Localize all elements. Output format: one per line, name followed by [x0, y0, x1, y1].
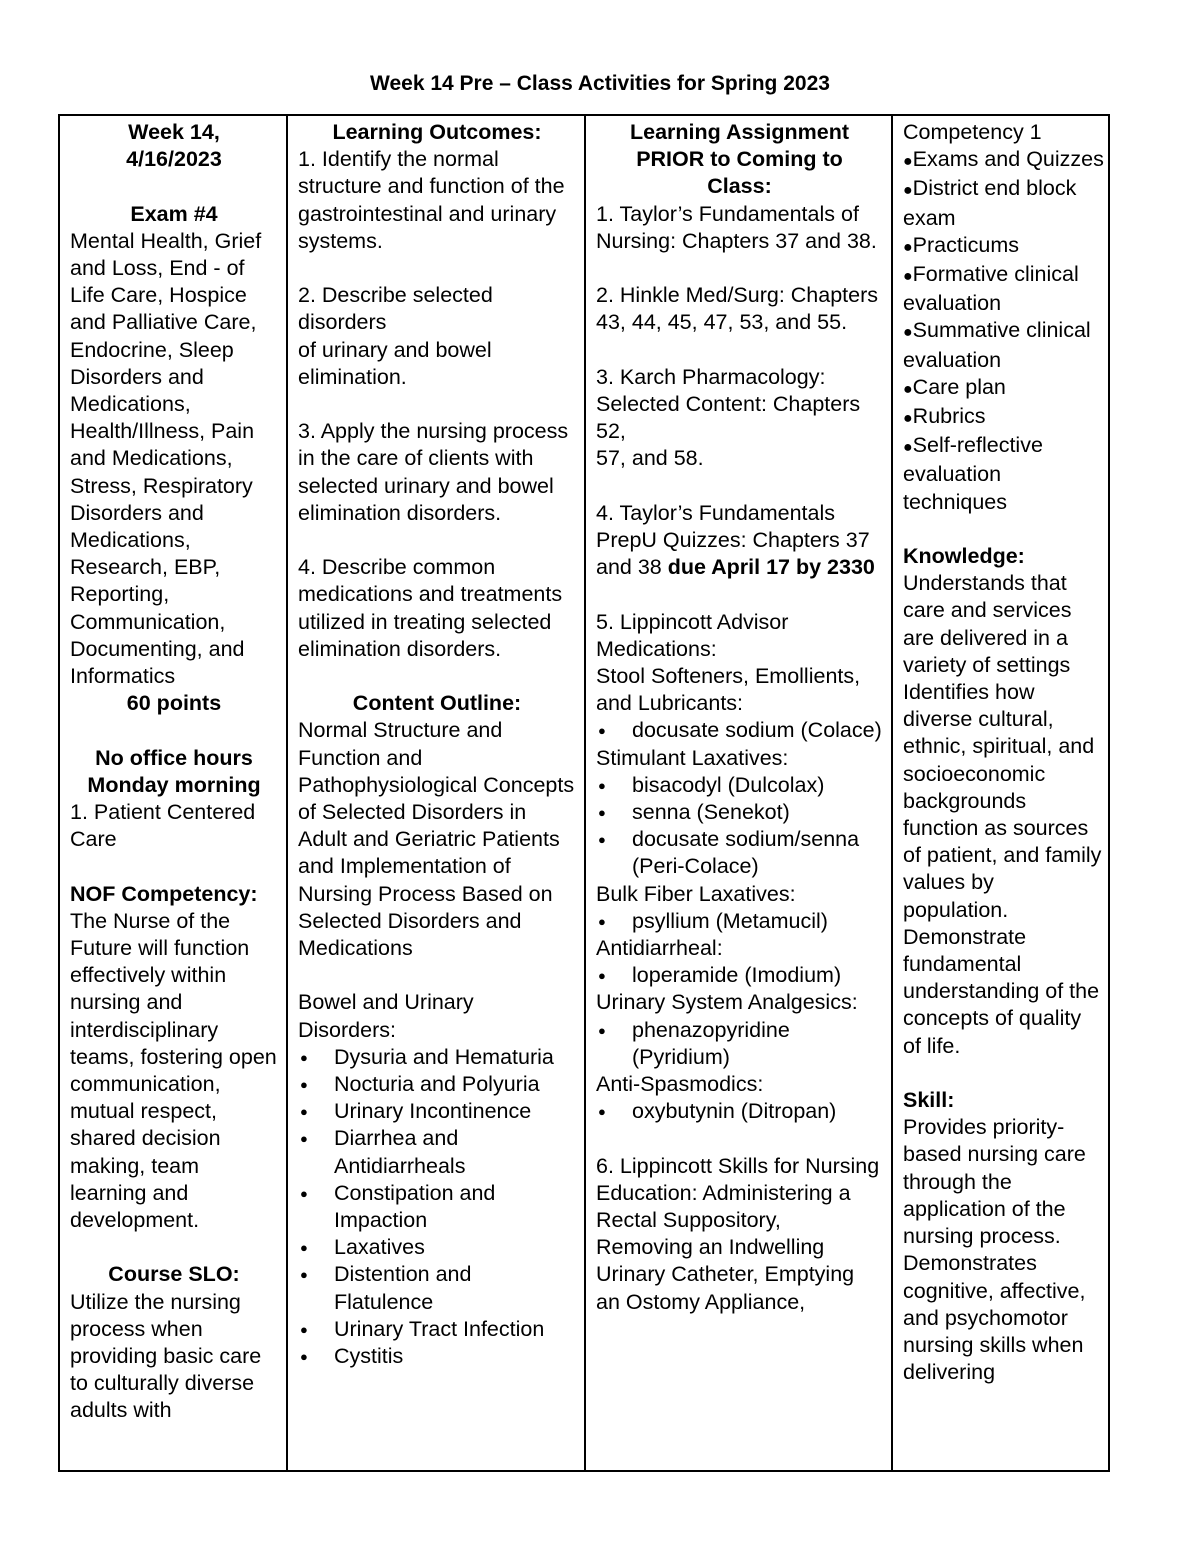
med-group-label: Stimulant Laxatives:	[596, 745, 789, 770]
office-hours-line2: Monday morning	[87, 772, 261, 797]
med-group-label: Anti-Spasmodics:	[596, 1072, 764, 1097]
assignment-item-4	[596, 500, 883, 582]
nof-heading: NOF Competency:	[70, 881, 258, 906]
learning-outcomes-column	[288, 116, 586, 1470]
list-item: ● phenazopyridine (Pyridium)	[596, 1017, 883, 1071]
bullet-icon	[903, 147, 913, 171]
list-item: ● psyllium (Metamucil)	[596, 908, 883, 935]
list-item: ● Laxatives	[298, 1234, 576, 1261]
bullet-icon	[903, 404, 913, 428]
evaluation-item: ● District end block exam	[903, 175, 1104, 231]
assignment-item-4-text: 4. Taylor’s Fundamentals PrepU Quizzes: Chapters 37 and 38	[596, 500, 870, 580]
list-item: ● Cystitis	[298, 1343, 576, 1370]
exam-points: 60 points	[126, 691, 222, 716]
week-date: 4/16/2023	[126, 147, 222, 172]
office-hours-line1: No office hours	[95, 745, 253, 770]
knowledge-heading: Knowledge:	[903, 544, 1025, 569]
assignment-item-2: 2. Hinkle Med/Surg: Chapters 43, 44, 45, 47, 53, and 55.	[596, 283, 879, 335]
list-item: ● Nocturia and Polyuria	[298, 1071, 576, 1098]
list-item: ● Urinary Incontinence	[298, 1098, 576, 1125]
outcome-2a: 2. Describe selected disorders	[298, 283, 493, 335]
evaluation-item: ● Rubrics	[903, 403, 1104, 432]
list-item: ● Diarrhea and Antidiarrheals	[298, 1125, 576, 1179]
disorders-list	[298, 1044, 576, 1370]
learning-assignment-column	[586, 116, 893, 1470]
evaluation-item: ● Practicums	[903, 232, 1104, 261]
assignment-item-1: 1. Taylor’s Fundamentals of Nursing: Chapters 37 and 38.	[596, 201, 877, 253]
list-item: ● docusate sodium/senna (Peri-Colace)	[596, 826, 883, 880]
list-item: ● senna (Senekot)	[596, 799, 883, 826]
content-heading: Content Outline:	[352, 691, 522, 716]
skill-text: Provides priority-based nursing care through the application of the nursing process. Demonstrates cognitive, affective, and psychomotor nursing skills when delivering	[903, 1115, 1086, 1385]
list-item: ● loperamide (Imodium)	[596, 962, 883, 989]
assignment-item-3b: 57, and 58.	[596, 446, 704, 471]
assignment-heading-line2: PRIOR to Coming to	[636, 147, 843, 172]
outcome-1: 1. Identify the normal structure and function of the gastrointestinal and urinary systems.	[298, 147, 565, 253]
competency-item: 1. Patient Centered Care	[70, 800, 256, 852]
skill-heading: Skill:	[903, 1088, 955, 1113]
content-text: Normal Structure and Function and Pathophysiological Concepts of Selected Disorders in Adult and Geriatric Patients and Implementation of Nursing Process Based on Selected Disorders and Medications	[298, 718, 575, 961]
list-item: ● Constipation and Impaction	[298, 1180, 576, 1234]
assignment-heading-line3: Class:	[707, 174, 772, 199]
list-item: ● bisacodyl (Dulcolax)	[596, 772, 883, 799]
evaluation-item: ● Exams and Quizzes	[903, 146, 1104, 175]
bullet-icon	[903, 318, 913, 342]
week-info-column	[60, 116, 288, 1470]
bullet-icon	[903, 233, 913, 257]
med-group-label: Antidiarrheal:	[596, 936, 723, 961]
week-label: Week 14,	[128, 120, 220, 144]
list-item: ● Distention and Flatulence	[298, 1261, 576, 1315]
outcome-4: 4. Describe common medications and treatments utilized in treating selected elimination disorders.	[298, 555, 563, 661]
list-item: ● oxybutynin (Ditropan)	[596, 1098, 883, 1125]
disorders-heading: Bowel and Urinary Disorders:	[298, 990, 474, 1042]
page-title: Week 14 Pre – Class Activities for Spring 2023	[370, 72, 830, 95]
outcomes-heading: Learning Outcomes:	[332, 120, 542, 144]
assignment-item-5: 5. Lippincott Advisor Medications:	[596, 609, 789, 661]
competency-column	[893, 116, 1108, 1470]
evaluation-item: ● Formative clinical evaluation	[903, 261, 1104, 317]
list-item: ● Urinary Tract Infection	[298, 1316, 576, 1343]
med-group-label: Urinary System Analgesics:	[596, 990, 858, 1015]
competency-heading: Competency 1	[903, 120, 1042, 144]
slo-heading: Course SLO:	[108, 1262, 240, 1287]
knowledge-text: Understands that care and services are delivered in a variety of settings Identifies how diverse cultural, ethnic, spiritual, and socioeconomic backgrounds function as sources of patient, and family values by population. Demonstrate fundamental understanding of the concepts of quality of life.	[903, 571, 1102, 1058]
exam-heading: Exam #4	[130, 201, 218, 226]
evaluation-item: ● Care plan	[903, 374, 1104, 403]
list-item: ● docusate sodium (Colace)	[596, 717, 883, 744]
due-date: due April 17 by 2330	[667, 555, 875, 580]
bullet-icon	[903, 262, 913, 286]
med-group-label: Bulk Fiber Laxatives:	[596, 881, 796, 906]
assignment-heading-line1: Learning Assignment	[629, 120, 849, 144]
bullet-icon	[903, 433, 913, 457]
exam-topics: Mental Health, Grief and Loss, End - of Life Care, Hospice and Palliative Care, Endocrine, Sleep Disorders and Medications, Health/Illness, Pain and Medications, Stress, Respiratory Disorders and Medications, Research, EBP, Reporting, Communication, Documenting, and Informatics	[70, 228, 262, 689]
outcome-2b: of urinary and bowel elimination.	[298, 337, 492, 389]
evaluation-item: ● Summative clinical evaluation	[903, 317, 1104, 373]
activities-table	[58, 114, 1110, 1472]
med-group-label: Stool Softeners, Emollients, and Lubricants:	[596, 664, 861, 716]
slo-text: Utilize the nursing process when providing basic care to culturally diverse adults with	[70, 1289, 262, 1423]
bullet-icon	[903, 375, 913, 399]
assignment-item-6: 6. Lippincott Skills for Nursing Education: Administering a Rectal Suppository, Removing an Indwelling Urinary Catheter, Emptying an Ostomy Appliance,	[596, 1153, 880, 1314]
nof-text: The Nurse of the Future will function effectively within nursing and interdisciplinary teams, fostering open communication, mutual respect, shared decision making, team learning and development.	[70, 908, 277, 1233]
outcome-3: 3. Apply the nursing process in the care of clients with selected urinary and bowel elimination disorders.	[298, 419, 569, 525]
evaluation-item: ● Self-reflective evaluation techniques	[903, 432, 1104, 516]
assignment-item-3a: 3. Karch Pharmacology: Selected Content: Chapters 52,	[596, 364, 861, 444]
list-item: ● Dysuria and Hematuria	[298, 1044, 576, 1071]
bullet-icon	[903, 176, 913, 200]
